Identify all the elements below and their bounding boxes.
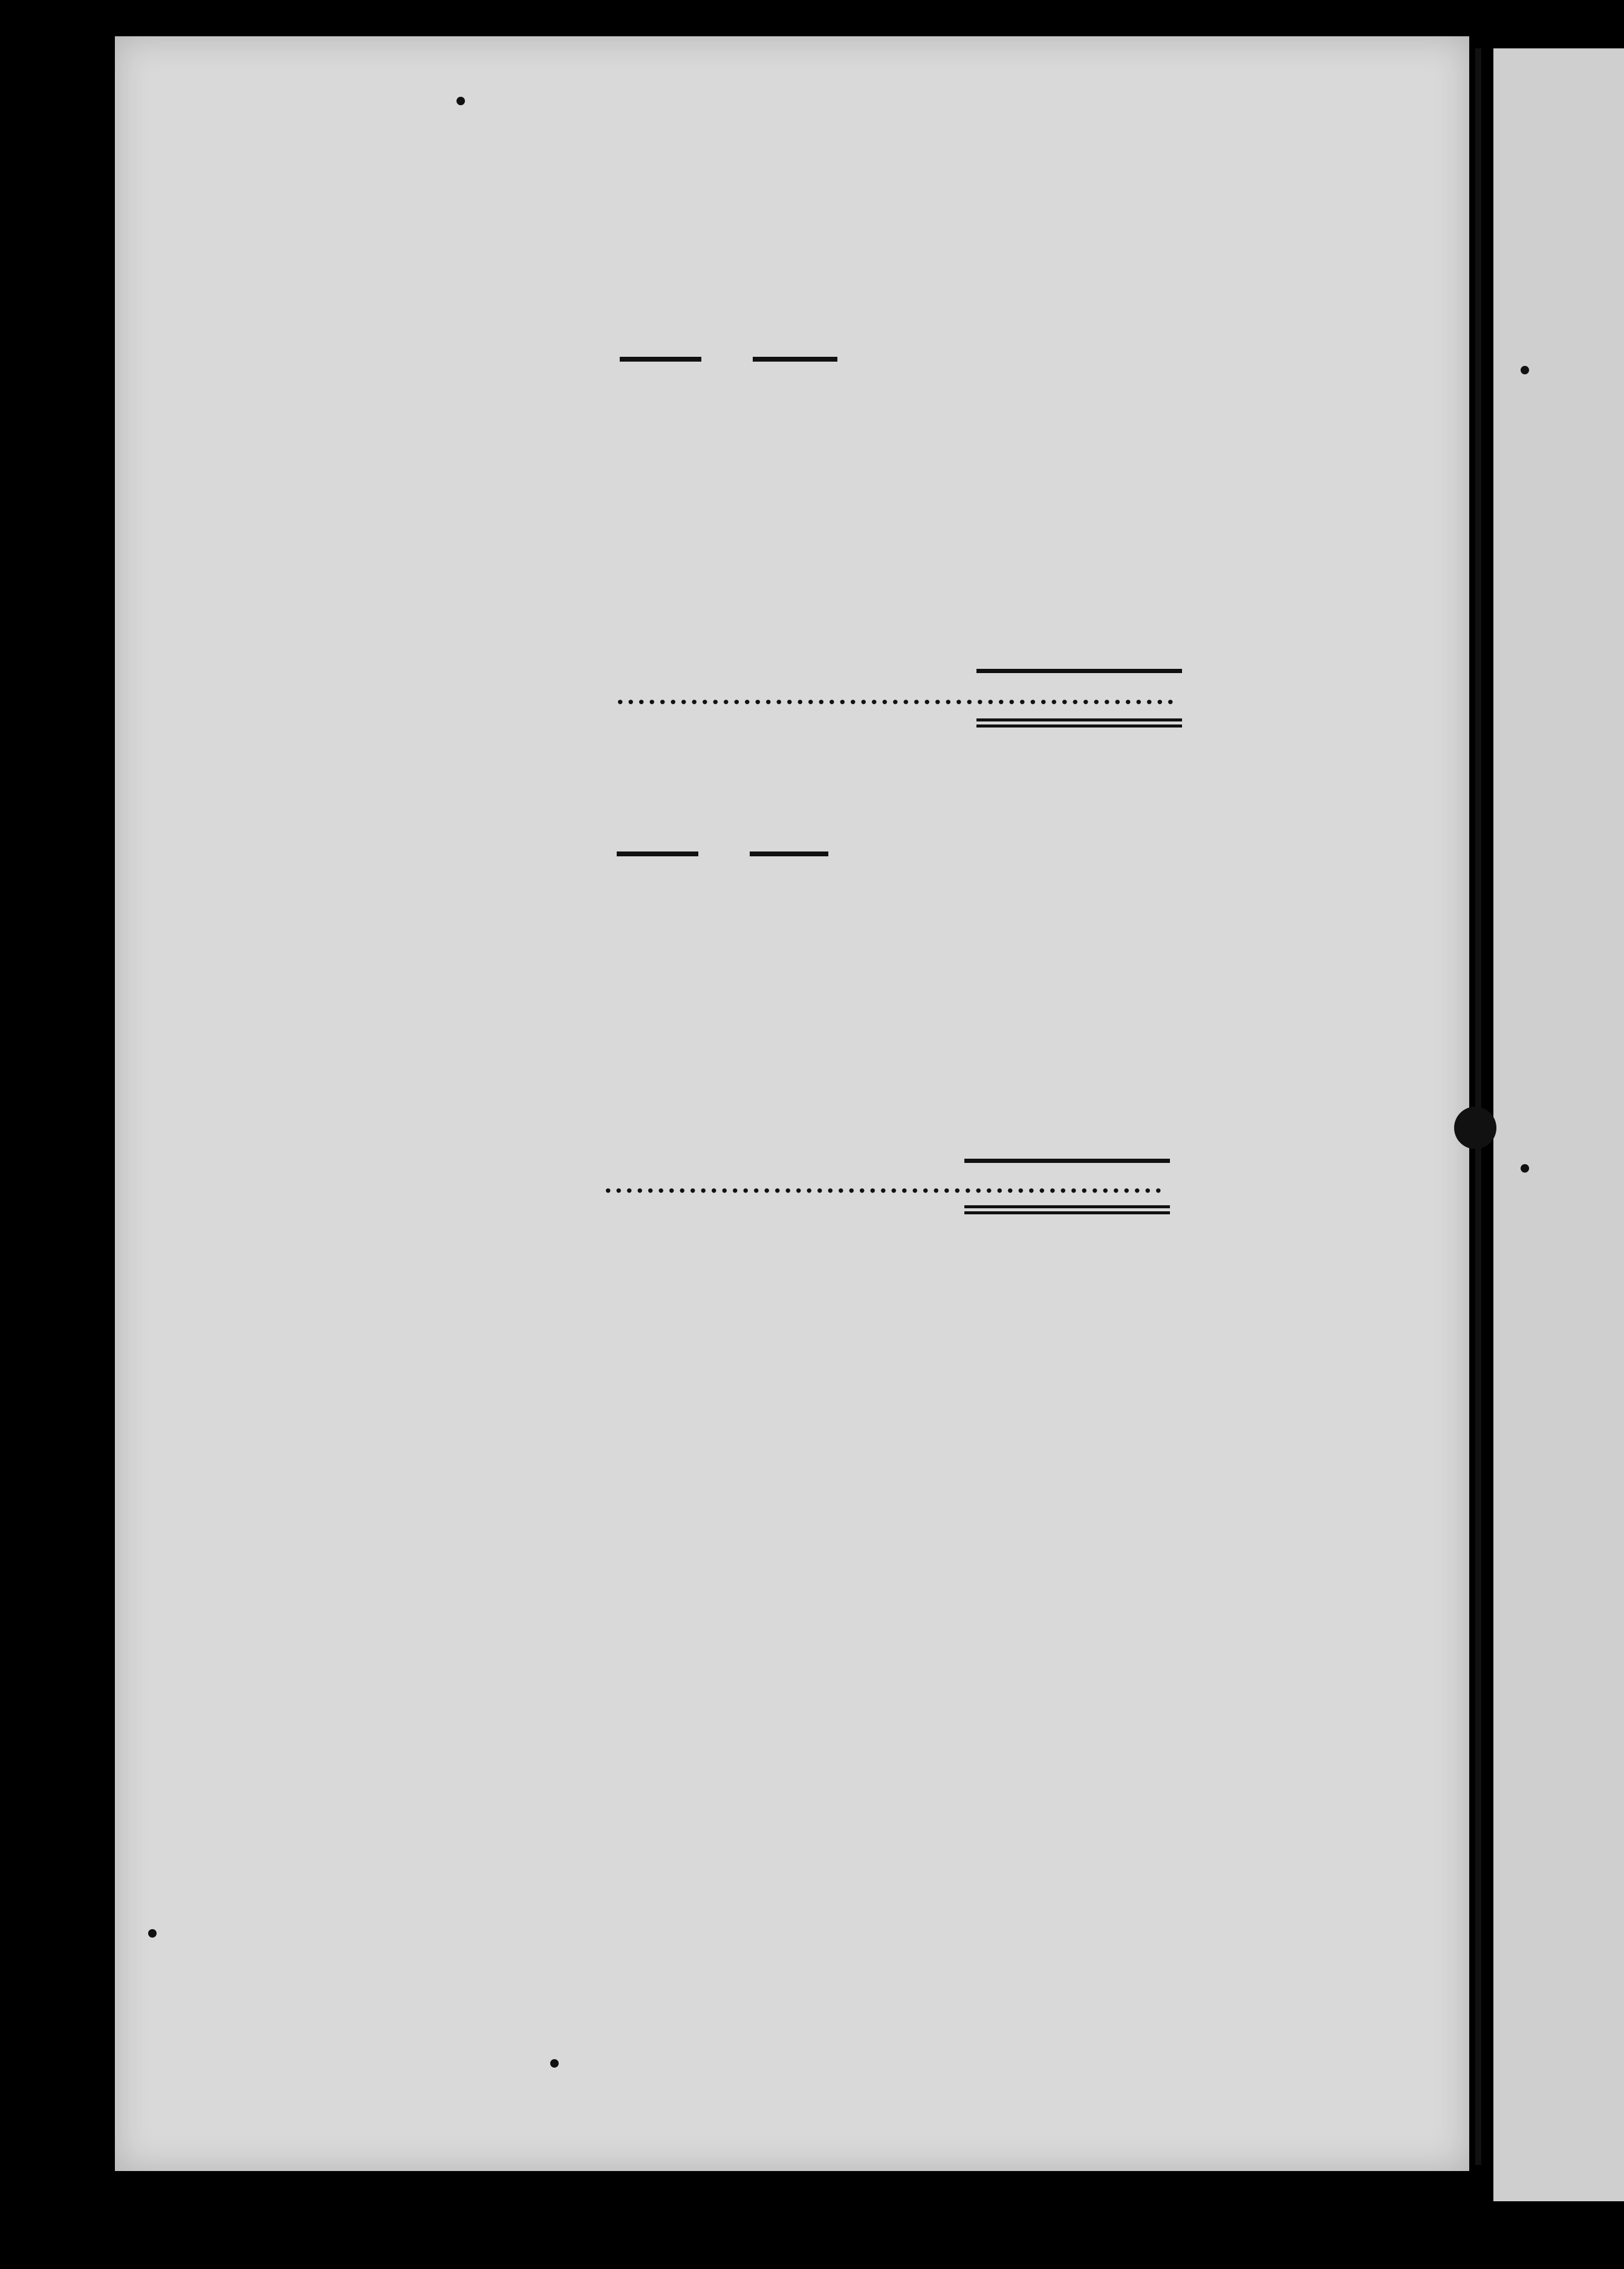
speck	[456, 97, 465, 105]
expenses-total-row	[599, 1167, 1170, 1199]
separator-2	[617, 851, 822, 856]
binding-notch	[1454, 1107, 1496, 1149]
total-double-rule	[976, 718, 1182, 721]
speck	[148, 1929, 157, 1938]
total-double-rule	[976, 724, 1182, 728]
earnings-total-row	[611, 679, 1182, 711]
speck	[1521, 1164, 1529, 1173]
total-rule	[964, 1159, 1170, 1163]
total-double-rule	[964, 1211, 1170, 1214]
total-double-rule	[964, 1205, 1170, 1208]
separator-1	[620, 357, 837, 362]
adjacent-page-edge	[1493, 48, 1624, 2201]
speck	[550, 2059, 559, 2068]
speck	[1521, 366, 1529, 374]
total-rule	[976, 669, 1182, 673]
